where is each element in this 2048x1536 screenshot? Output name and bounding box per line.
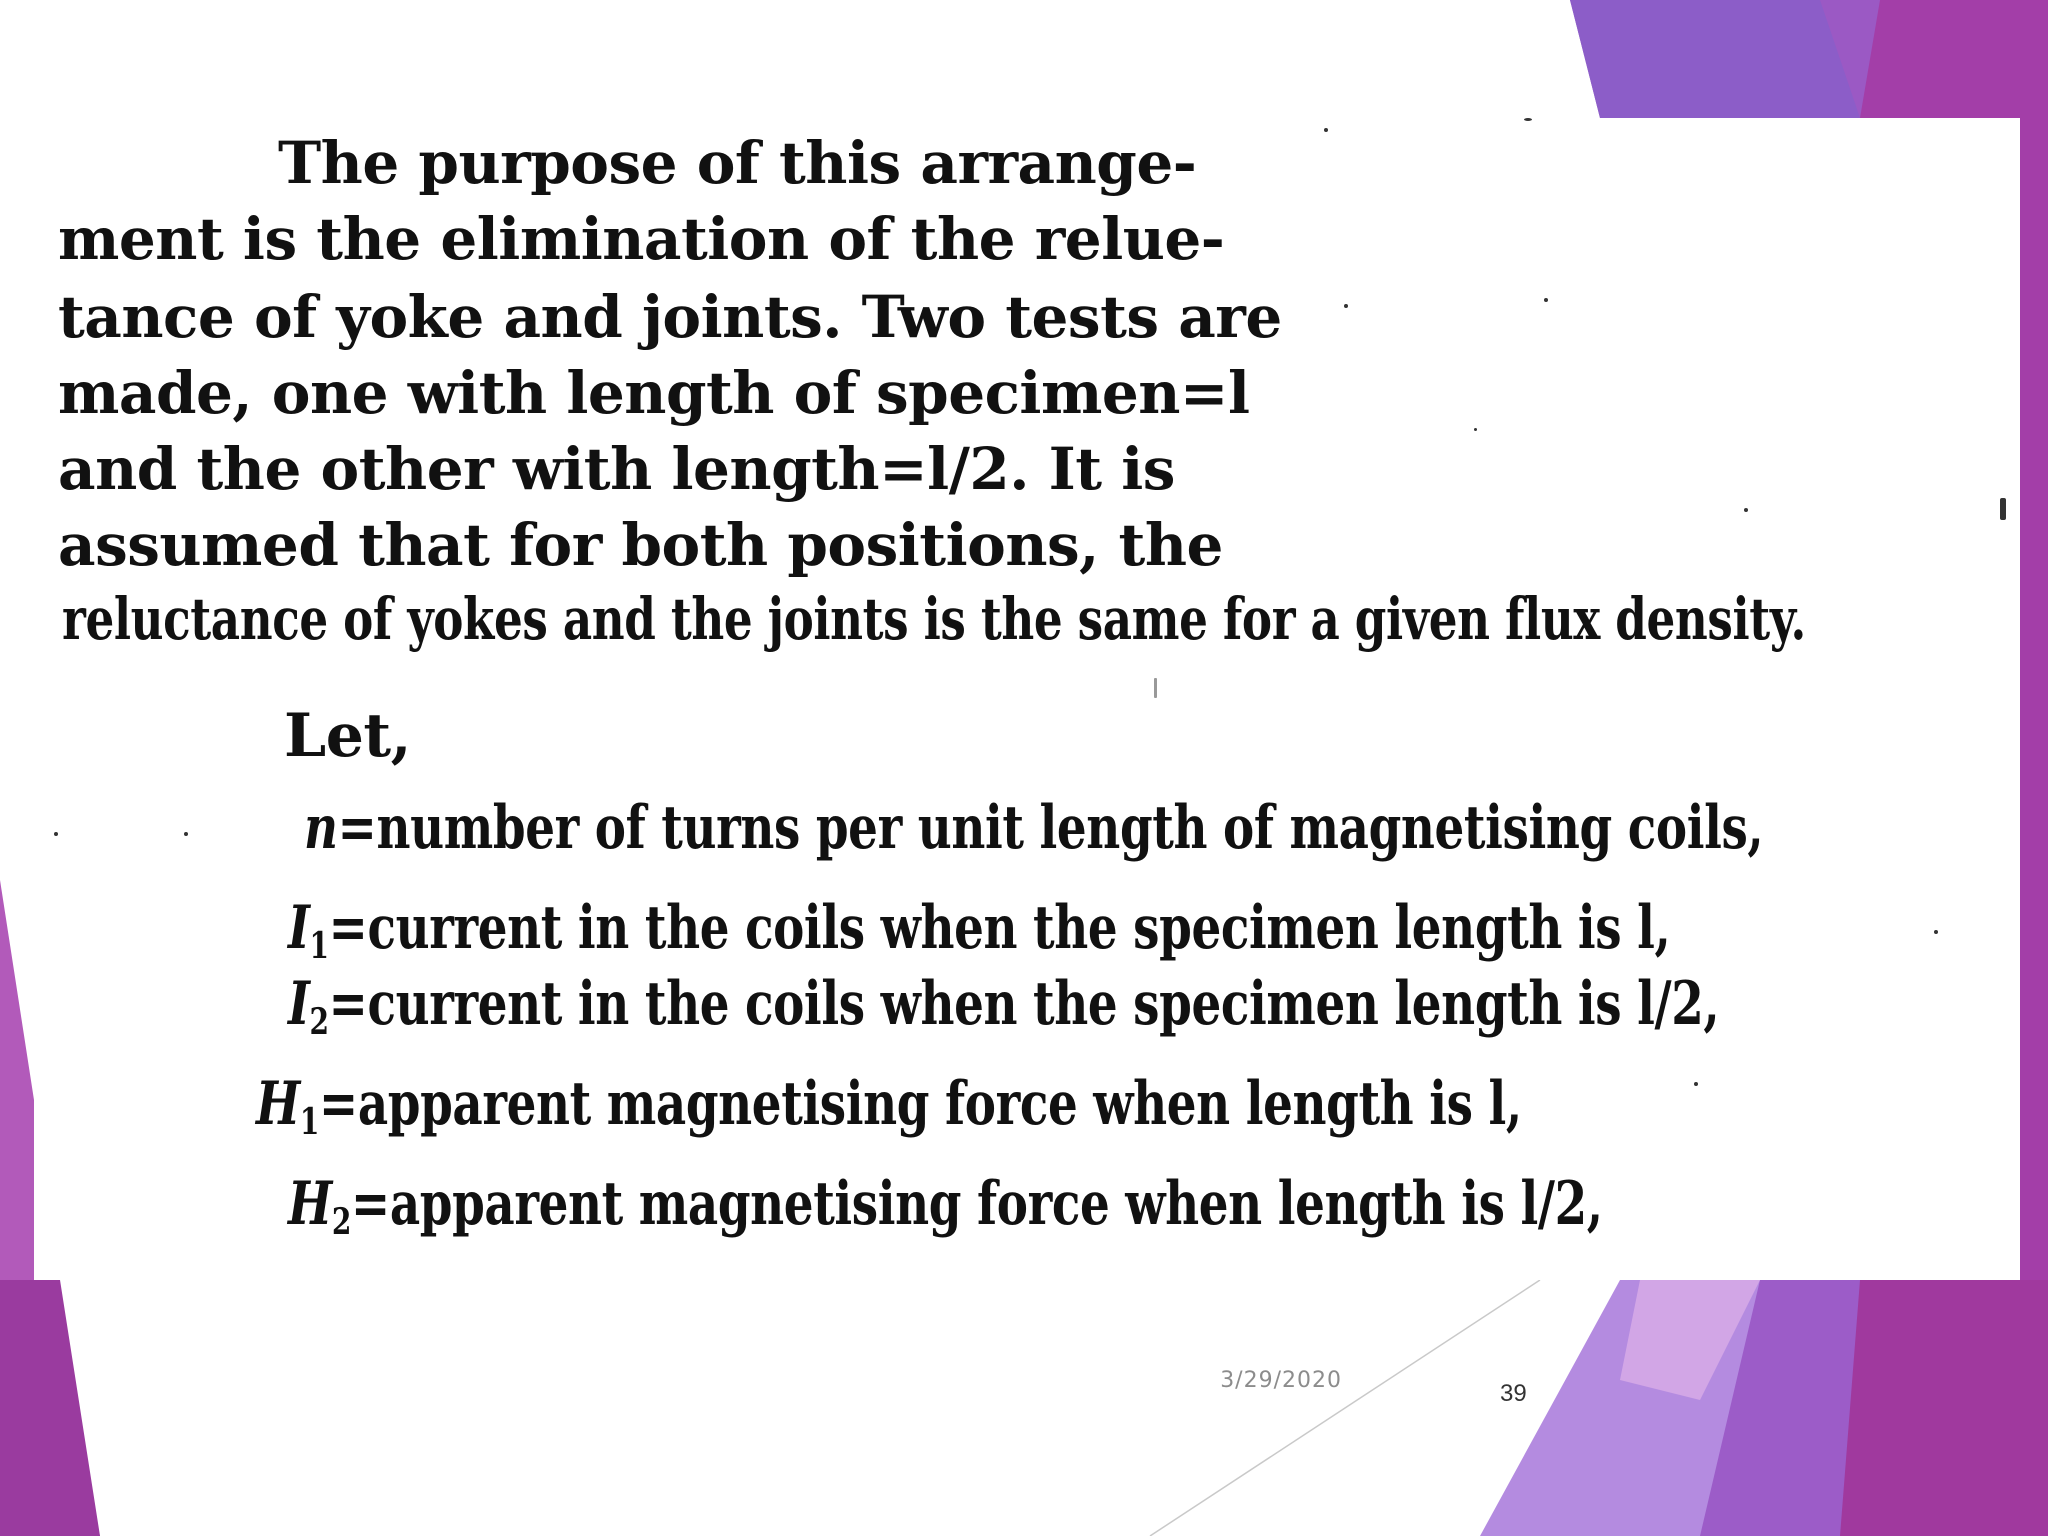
scan-speck xyxy=(2000,498,2006,520)
definition-h2-symbol: $H_2$ xyxy=(288,1169,351,1244)
scan-speck xyxy=(1324,128,1328,132)
definition-i2-subscript: 2 xyxy=(309,1001,329,1044)
paragraph-line-7: reluctance of yokes and the joints is the same for a given flux density. xyxy=(62,585,1806,653)
definition-n xyxy=(304,788,1763,868)
scan-speck xyxy=(54,832,58,836)
top-right-violet-facet xyxy=(1570,0,1860,118)
scan-speck xyxy=(1154,678,1157,698)
paragraph-line-5: and the other with length=l/2. It is xyxy=(58,435,1175,503)
definition-n-text: =number of turns per unit length of magnetising coils, xyxy=(337,793,1764,863)
footer-date: 3/29/2020 xyxy=(1220,1368,1342,1393)
paragraph-line-6: assumed that for both positions, the xyxy=(58,511,1223,579)
paragraph-line-3: tance of yoke and joints. Two tests are xyxy=(58,283,1282,351)
scan-speck xyxy=(1524,118,1532,121)
definition-h2 xyxy=(288,1164,1603,1262)
definition-h1-subscript: 1 xyxy=(299,1101,319,1144)
scan-speck xyxy=(1544,298,1548,302)
definition-h1-text: =apparent magnetising force when length is l, xyxy=(318,1069,1522,1139)
footer-diagonal-line xyxy=(1150,1280,1540,1536)
definition-i2-symbol: $I_2$ xyxy=(288,969,329,1044)
definition-i1-text: =current in the coils when the specimen length is l, xyxy=(328,893,1671,963)
definition-i1-subscript: 1 xyxy=(309,925,329,968)
definition-n-symbol: n xyxy=(304,793,338,863)
definition-i2 xyxy=(288,964,1719,1062)
definition-h1-symbol: $H_1$ xyxy=(256,1069,319,1144)
let-label: Let, xyxy=(284,701,411,771)
definition-i1-symbol: $I_1$ xyxy=(288,893,329,968)
definition-h2-subscript: 2 xyxy=(331,1201,351,1244)
footer-page-number: 39 xyxy=(1500,1380,1527,1407)
definition-i2-text: =current in the coils when the specimen length is l/2, xyxy=(328,969,1720,1039)
paragraph-line-1: The purpose of this arrange- xyxy=(278,129,1197,197)
paragraph-line-2: ment is the elimination of the relue- xyxy=(58,205,1225,273)
paragraph-line-4: made, one with length of specimen=l xyxy=(58,359,1250,427)
scan-speck xyxy=(1694,1082,1698,1086)
scanned-text-panel xyxy=(34,118,2020,1280)
scan-speck xyxy=(1934,930,1938,934)
bottom-right-magenta-facet xyxy=(1840,1280,2048,1536)
scan-speck xyxy=(184,832,188,836)
definition-h2-text: =apparent magnetising force when length is l/2, xyxy=(350,1169,1603,1239)
scan-speck xyxy=(1344,304,1348,308)
scan-speck xyxy=(1744,508,1748,512)
definition-h1 xyxy=(256,1064,1522,1162)
scan-speck xyxy=(1474,428,1477,431)
left-dark-purple-facet xyxy=(0,1280,100,1536)
